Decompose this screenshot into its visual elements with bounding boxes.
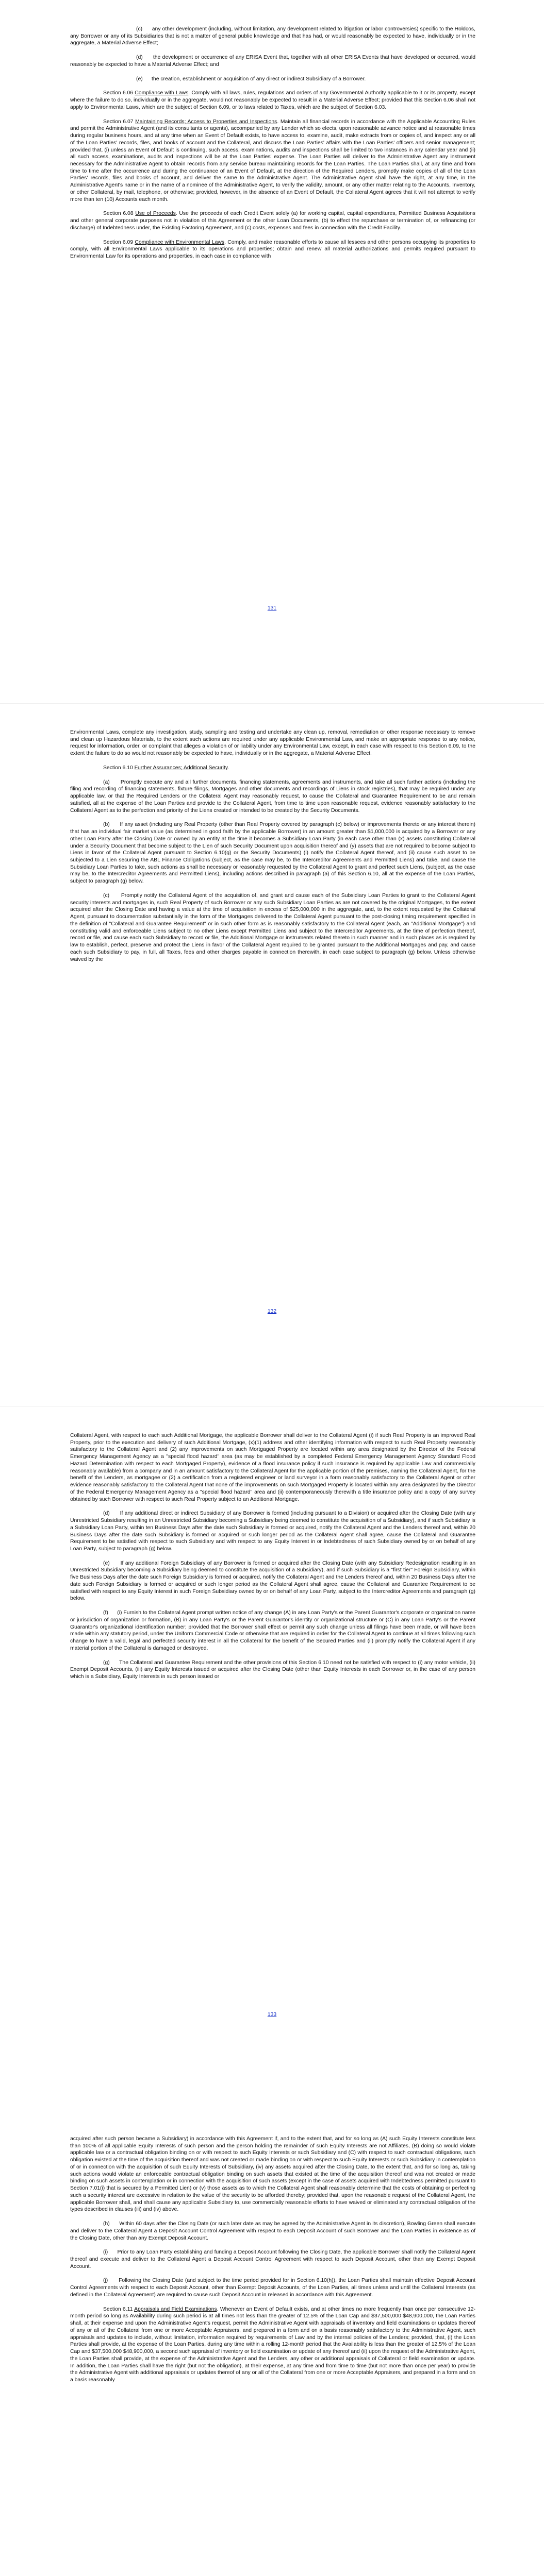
page-body [70, 26, 475, 267]
section-6-10: Section 6.10 Further Assurances; Additional Security. [103, 765, 229, 771]
paragraph-h: (h) Within 60 days after the Closing Date (or such later date as may be agreed by the Administrative Agent in its discretion), Bowling Green shall execute and deliver to the Collateral Agent a Deposit Account Control Agreement with respect to each Deposit Account of such Borrower and the Loan Parties in existence as of the Closing Date, other than any Exempt Deposit Account. [70, 2221, 476, 2241]
paragraph-b: (b) If any asset (including any Real Property (other than Real Property covered by paragraph (c) below) or improvements thereto or any interest therein) that has an individual fair market value (as determined in good faith by the applicable Borrower) in an amount greater than $1,000,000 is acquired by a Borrower or any other Loan Party after the Closing Date or owned by an entity at the time it becomes a Subsidiary Loan Party (in each case other than (x) assets constituting Collateral under a Security Document that become subject to the Lien of such Security Document upon acquisition thereof and (y) assets that are not required to become subject to Liens in favor of the Collateral Agent pursuant to Section 6.10(g) or the Security Documents) (i) notify the Collateral Agent thereof, and (ii) cause such asset to be subjected to a Lien securing the ABL Finance Obligations (subject, as the case may be, to the Intercreditor Agreements and Permitted Liens) and take, and cause the Subsidiary Loan Parties to take, such actions as shall be necessary or reasonably requested by the Collateral Agent to grant and perfect such Liens, (subject, as the case may be, to the Intercreditor Agreements and Permitted Liens), including actions described in paragraph (a) of this Section 6.10, all at the expense of the Loan Parties, subject to paragraph (g) below. [70, 822, 476, 885]
paragraph-f: (f) (i) Furnish to the Collateral Agent prompt written notice of any change (A) in any Loan Party's or the Parent Guarantor's corporate or organization name or jurisdiction of organization or formation, (B) in any Loan Party's or the Parent Guarantor's identity or organizational structure or (C) in any Loan Party's or the Parent Guarantor's organizational identification number; provided that the Borrower shall effect or permit any such change unless all filings have been made, or will have been made within any statutory period, under the Uniform Commercial Code or otherwise that are required in order for the Collateral Agent to continue at all times following such change to have a valid, legal and perfected security interest in all the Collateral for the benefit of the Secured Parties and (ii) promptly notify the Collateral Agent if any material portion of the Collateral is damaged or destroyed. [70, 1610, 475, 1651]
paragraph-c: (c) Promptly notify the Collateral Agent of the acquisition of, and grant and cause each of the Subsidiary Loan Parties to grant to the Collateral Agent security interests and mortgages in, such Real Property of such Borrower or any such Subsidiary Loan Parties as are not covered by the original Mortgages, to the extent acquired after the Closing Date and having a value at the time of acquisition in excess of $25,000,000 in the aggregate, and, to the extent requested by the Collateral Agent, pursuant to documentation substantially in the form of the Mortgages delivered to the Collateral Agent pursuant to the post-closing timing requirement specified in the definition of "Collateral and Guarantee Requirement" or in such other form as is reasonably satisfactory to the Collateral Agent (each, an "Additional Mortgage") and constituting valid and enforceable Liens subject to no other Liens except Permitted Liens and subject to the Intercreditor Agreements, at the time of perfection thereof, record or file, and cause each such Subsidiary to record or file, the Additional Mortgage or instruments related thereto in such manner and in such places as is required by law to establish, perfect, preserve and protect the Liens in favor of the Collateral Agent required to be granted pursuant to the Additional Mortgages and pay, and cause each such Subsidiary to pay, in full, all Taxes, fees and other charges payable in connection therewith, in each case subject to paragraph (g) below. Unless otherwise waived by the [70, 892, 475, 962]
paragraph-continued: Environmental Laws, complete any investigation, study, sampling and testing and undertake any clean up, removal, remediation or other response necessary to remove and clean up Hazardous Materials, to the extent such actions are required under any applicable Environmental Law, and make an appropriate response to any notice, request for information, order, or complaint that alleges a violation of or liability under any Environmental Law, except, in each case with respect to this Section 6.09, to the extent the failure to do so would not reasonably be expected to have, individually or in the aggregate, a Material Adverse Effect. [70, 730, 475, 757]
page-number[interactable]: 133 [267, 2012, 277, 2018]
page-body [70, 1432, 475, 1688]
document-page-131 [0, 0, 544, 703]
paragraph-d: (d) If any additional direct or indirect Subsidiary of any Borrower is formed (including pursuant to a Division) or acquired after the Closing Date (with any Unrestricted Subsidiary resulting in an Unrestricted Subsidiary becoming a Subsidiary being deemed to constitute the acquisition of a Subsidiary), and if such Subsidiary is a Subsidiary Loan Party, within ten Business Days after the date such Subsidiary is formed or acquired, notify the Collateral Agent and the Lenders thereof and, within 20 Business Days after the date such Subsidiary is formed or acquired or such longer period as the Collateral Agent shall agree, cause the Collateral and Guarantee Requirement to be satisfied with respect to such Subsidiary and with respect to any Equity Interest in or Indebtedness of such Subsidiary owned by or on behalf of any Loan Party, subject to paragraph (g) below. [70, 1511, 476, 1552]
paragraph-c: (c) any other development (including, without limitation, any development related to litigation or labor controversies) specific to the Holdcos, any Borrower or any of its Subsidiaries that is not a matter of general public knowledge and that has had, or would reasonably be expected to have, individually or in the aggregate, a Material Adverse Effect; [70, 26, 475, 46]
section-6-07: Section 6.07 Maintaining Records; Access to Properties and Inspections. Maintain all financial records in accordance with the Applicable Accounting Rules and permit the Administrative Agent (and its consultants or agents), accompanied by any Lender which so elects, upon reasonable advance notice and at reasonable times during regular business hours, and at any time when an Event of Default exists, to have access to, examine, audit, make extracts from or copies of, and inspect any or all of the Loan Parties' records, files, and books of account and the Collateral, and discuss the Loan Parties' affairs with the Loan Parties' officers and senior management; provided that, (i) unless an Event of Default is continuing, such access, examinations, audits and inspections shall be limited to two instances in any calendar year and (ii) all such access, examinations, audits and inspections will be at the Loan Parties' expense. The Loan Parties will deliver to the Administrative Agent any instrument necessary for the Administrative Agent to obtain records from any service bureau maintaining records for the Loan Parties. The Loan Parties shall, at any time and from time to time after the occurrence and during the continuance of an Event of Default, at the direction of the Required Lenders, promptly make copies of all of the Loan Parties' records, files and books of account, and deliver the same to the Administrative Agent. The Administrative Agent shall have the right, at any time, in the Administrative Agent's name or in the name of a nominee of the Administrative Agent, to verify the validity, amount, or any other matter relating to the Accounts, Inventory, or other Collateral, by mail, telephone, or otherwise; provided, however, in the absence of an Event of Default, the Collateral Agent agrees that it will not attempt to verify more than ten (10) Accounts each month. [70, 118, 475, 202]
section-6-11: Section 6.11 Appraisals and Field Examinations. Whenever an Event of Default exists, and at other times no more frequently than once per consecutive 12-month period so long as Availability during such period is at all times not less than the greater of 12.5% of the Loan Cap and $37,500,000 $48,900,000, the Loan Parties shall, at their expense and upon the Administrative Agent's request, permit the Administrative Agent with appraisals of inventory and field examinations or updates thereof of any or all of the Collateral from one or more Acceptable Appraisers, and prepared in a form and on a basis reasonably satisfactory to the Administrative Agent, such appraisals and updates to include, without limitation, information required by requirements of Law and by the internal policies of the Lenders; provided, that, (i) the Loan Parties shall provide, at the expense of the Loan Parties, during any time within a rolling 12-month period that the Availability is less than the greater of 12.5% of the Loan Cap and $37,500,000 $48,900,000, a second such appraisal of inventory or field examination or update of any thereof and (ii) upon the request of the Administrative Agent, the Loan Parties shall provide, at the expense of the Administrative Agent and the Lenders, any other or additional appraisals of Collateral or field examination or update. In addition, the Loan Parties shall have the right (but not the obligation), at their expense, at any time and from time to time (but not more than once per year) to provide the Administrative Agent with additional appraisals or updates thereof of any or all of the Collateral from one or more Acceptable Appraisers, and prepared in a form and on a basis reasonably [70, 2306, 475, 2383]
paragraph-j: (j) Following the Closing Date (and subject to the time period provided for in Section 6.10(h)), the Loan Parties shall maintain effective Deposit Account Control Agreements with respect to each Deposit Account, other than Exempt Deposit Accounts, of the Loan Parties, all times unless and until the Collateral Interests (as defined in the Collateral Agreement) are required to cause such Deposit Account in released in accordance with this Agreement. [70, 2278, 475, 2298]
paragraph-g: (g) The Collateral and Guarantee Requirement and the other provisions of this Section 6.10 need not be satisfied with respect to (i) any motor vehicle, (ii) Exempt Deposit Accounts, (iii) any Equity Interests issued or acquired after the Closing Date (other than Equity Interests in each Borrower or, in the case of any person which is a Subsidiary, Equity Interests in such person issued or [70, 1659, 475, 1680]
paragraph-e: (e) the creation, establishment or acquisition of any direct or indirect Subsidiary of a Borrower. [136, 76, 366, 82]
document-page-133 [0, 1406, 544, 2110]
page-body [70, 729, 475, 970]
paragraph-continued: acquired after such person became a Subsidiary) in accordance with this Agreement if, and to the extent that, and for so long as (A) such Equity Interests constitute less than 100% of all applicable Equity Interests of such person and the person holding the remainder of such Equity Interests are not Affiliates, (B) doing so would violate applicable law or a contractual obligation binding on or with respect to such Equity Interests or such Subsidiary and (C) with respect to such contractual obligations, such obligation existed at the time of the acquisition thereof and was not created or made binding on or with respect to such Equity Interests or such Subsidiary in contemplation of or in connection with the acquisition of such Equity Interests of Subsidiary, (iv) any assets acquired after the Closing Date, to the extent that, and for so long as, taking such actions would violate an enforceable contractual obligation binding on such assets that existed at the time of the acquisition thereof and was not created or made binding on such assets in contemplation or in connection with the acquisition of such assets (except in the case of assets acquired with Indebtedness permitted pursuant to Section 7.01(i) that is secured by a Permitted Lien) or (v) those assets as to which the Collateral Agent shall reasonably determine that the costs of obtaining or perfecting such a security interest are excessive in relation to the value of the security to be afforded thereby; provided that, upon the reasonable request of the Collateral Agent, the applicable Borrower shall, and shall cause any applicable Subsidiary to, use commercially reasonable efforts to have waived or eliminated any contractual obligation of the types described in clauses (iii) and (iv) above. [70, 2136, 475, 2213]
page-body [70, 2136, 475, 2391]
page-number[interactable]: 131 [267, 605, 277, 611]
document-page-134 [0, 2110, 544, 2576]
paragraph-a: (a) Promptly execute any and all further documents, financing statements, agreements and instruments, and take all such further actions (including the filing and recording of financing statements, fixture filings, Mortgages and other documents and recordings of Liens in stock registries), that may be required under any applicable law, or that the Required Lenders or the Collateral Agent may reasonably request, to cause the Collateral and Guarantee Requirement to be and remain satisfied, all at the expense of the Loan Parties and provide to the Collateral Agent, from time to time upon reasonable request, evidence reasonably satisfactory to the Collateral Agent as to the perfection and priority of the Liens created or intended to be created by the Security Documents. [70, 779, 475, 814]
paragraph-e: (e) If any additional Foreign Subsidiary of any Borrower is formed or acquired after the Closing Date (with any Subsidiary Redesignation resulting in an Unrestricted Subsidiary becoming a Subsidiary being deemed to constitute the acquisition of a Subsidiary), and if such Subsidiary is a "first tier" Foreign Subsidiary, within five Business Days after the date such Foreign Subsidiary is formed or acquired, notify the Collateral Agent and the Lenders thereof and, within 20 Business Days after the date such Foreign Subsidiary is formed or acquired or such longer period as the Collateral Agent shall agree, cause the Collateral and Guarantee Requirement to be satisfied with respect to any Equity Interest in such Foreign Subsidiary owned by or on behalf of any Loan Party, subject to the Intercreditor Agreements and paragraph (g) below. [70, 1560, 475, 1602]
paragraph-continued: Collateral Agent, with respect to each such Additional Mortgage, the applicable Borrower shall deliver to the Collateral Agent (i) if such Real Property is an improved Real Property, prior to the execution and delivery of such Additional Mortgage, (x)(1) address and other identifying information with respect to such Real Property reasonably satisfactory to the Collateral Agent and (2) any improvements on such Mortgaged Property are located within any area designated by the Director of the Federal Emergency Management Agency as a "special flood hazard" area (as may be established by a completed Federal Emergency Management Agency Standard Flood Hazard Determination with respect to each Mortgaged Property), evidence of a flood insurance policy if such insurance is required by applicable Law and commercially reasonably available) from a company and in an amount satisfactory to the Collateral Agent for the applicable portion of the premises, naming the Collateral Agent, for the benefit of the Lenders, as mortgagee or (2) a certification from a registered engineer or land surveyor in a form reasonably satisfactory to the Collateral Agent or other evidence reasonably satisfactory to the Collateral Agent that none of the improvements on such Mortgaged Property is located within any area designated by the Director of the Federal Emergency Management Agency as a "special flood hazard" area and (ii) contemporaneously therewith a title insurance policy and a copy of any survey obtained by such Borrower with respect to such Real Property subject to an Additional Mortgage. [70, 1433, 475, 1502]
page-number[interactable]: 132 [267, 1309, 277, 1314]
section-6-06: Section 6.06 Compliance with Laws. Comply with all laws, rules, regulations and orders of any Governmental Authority applicable to it or its property, except where the failure to do so, individually or in the aggregate, would not reasonably be expected to result in a Material Adverse Effect; provided that this Section 6.06 shall not apply to Environmental Laws, which are the subject of Section 6.09, or to laws related to Taxes, which are the subject of Section 6.03. [70, 90, 476, 110]
section-6-09: Section 6.09 Compliance with Environmental Laws. Comply, and make reasonable efforts to cause all lessees and other persons occupying its properties to comply, with all Environmental Laws applicable to its operations and properties; obtain and renew all material authorizations and permits required pursuant to Environmental Law for its operations and properties, in each case in compliance with [70, 239, 475, 260]
paragraph-d: (d) the development or occurrence of any ERISA Event that, together with all other ERISA Events that have developed or occurred, would reasonably be expected to have a Material Adverse Effect; and [70, 55, 475, 67]
paragraph-i: (i) Prior to any Loan Party establishing and funding a Deposit Account following the Closing Date, the applicable Borrower shall notify the Collateral Agent thereof and execute and deliver to the Collateral Agent a Deposit Account Control Agreement with respect to such Deposit Account, other than any Exempt Deposit Account. [70, 2249, 476, 2269]
document-page-132 [0, 703, 544, 1406]
section-6-08: Section 6.08 Use of Proceeds. Use the proceeds of each Credit Event solely (a) for working capital, capital expenditures, Permitted Business Acquisitions and other general corporate purposes not in violation of this Agreement or the other Loan Documents, (b) to effect the repurchase or termination of, or refinancing (or discharge) of Indebtedness under, the Existing Factoring Agreement, and (c) costs, expenses and fees in connection with the Credit Facility. [70, 211, 475, 231]
